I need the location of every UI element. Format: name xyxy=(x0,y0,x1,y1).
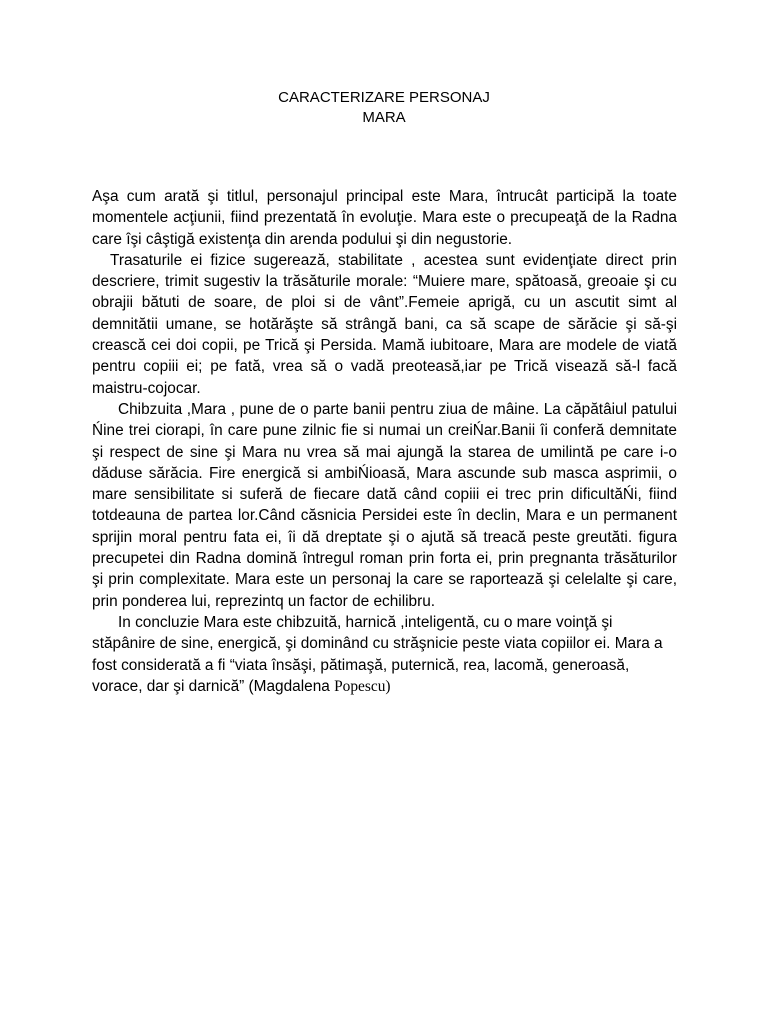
closing-name: Popescu) xyxy=(334,677,391,695)
paragraph-physical-traits: Trasaturile ei fizice sugerează, stabilitate , acestea sunt evidenţiate direct prin descriere, trimit sugestiv la trăsăturile morale: “Muiere mare, spătoasă, greoaie şi cu obrajii bătuti de soare, de ploi si de vânt”.Femeie aprigă, cu un ascutit simt al demnitătii umane, se hotărăşte să strângă bani, ca să scape de sărăcie şi să-şi crească cei doi copii, pe Trică şi Persida. Mamă iubitoare, Mara are modele de viată pentru copiii ei; pe fată, vrea să o vadă preoteasă,iar pe Trică visează să-l facă maistru-cojocar. xyxy=(92,251,677,397)
document-body xyxy=(92,186,677,697)
document-title: CARACTERIZARE PERSONAJ xyxy=(278,89,490,106)
paragraph-character-traits: Chibzuita ,Mara , pune de o parte banii pentru ziua de mâine. La căpătâiul patului Ńine trei ciorapi, în care pune zilnic fie si numai un creiŃar.Banii îi conferă demnitate şi respect de sine şi Mara nu vrea să mai ajungă la starea de umilintă pe care i-o dăduse sărăcia. Fire energică si ambiŃioasă, Mara ascunde sub masca asprimii, o mare sensibilitate si suferă de fiecare dată când copiii ei trec prin dificultăŃi, fiind totdeauna de partea lor.Când căsnicia Persidei este în declin, Mara e un permanent sprijin moral pentru fata ei, îi dă dreptate şi o ajută să treacă peste greutăti. figura precupetei din Radna domină întregul roman prin forta ei, prin pregnanta trăsăturilor şi prin complexitate. Mara este un personaj la care se raportează şi celelalte şi care, prin ponderea lui, reprezintq un factor de echilibru. xyxy=(92,400,677,610)
conclusion-text: In concluzie Mara este chibzuită, harnică ,inteligentă, cu o mare voinţă şi stăpânire de sine, energică, şi dominând cu străşnicie peste viata copiilor ei. Mara a fost considerată a fi “viata însăşi, pătimaşă, puternică, rea, lacomă, generoasă, vorace, dar şi darnică” (Magdalena xyxy=(92,613,663,695)
title-block xyxy=(0,88,768,128)
document-subtitle: MARA xyxy=(362,109,406,126)
paragraph-conclusion xyxy=(92,612,677,697)
paragraph-intro: Aşa cum arată şi titlul, personajul principal este Mara, întrucât participă la toate momentele acţiunii, fiind prezentată în evoluţie. Mara este o precupeaţă de la Radna care îşi câştigă existenţa din arenda podului şi din negustorie. xyxy=(92,188,677,248)
